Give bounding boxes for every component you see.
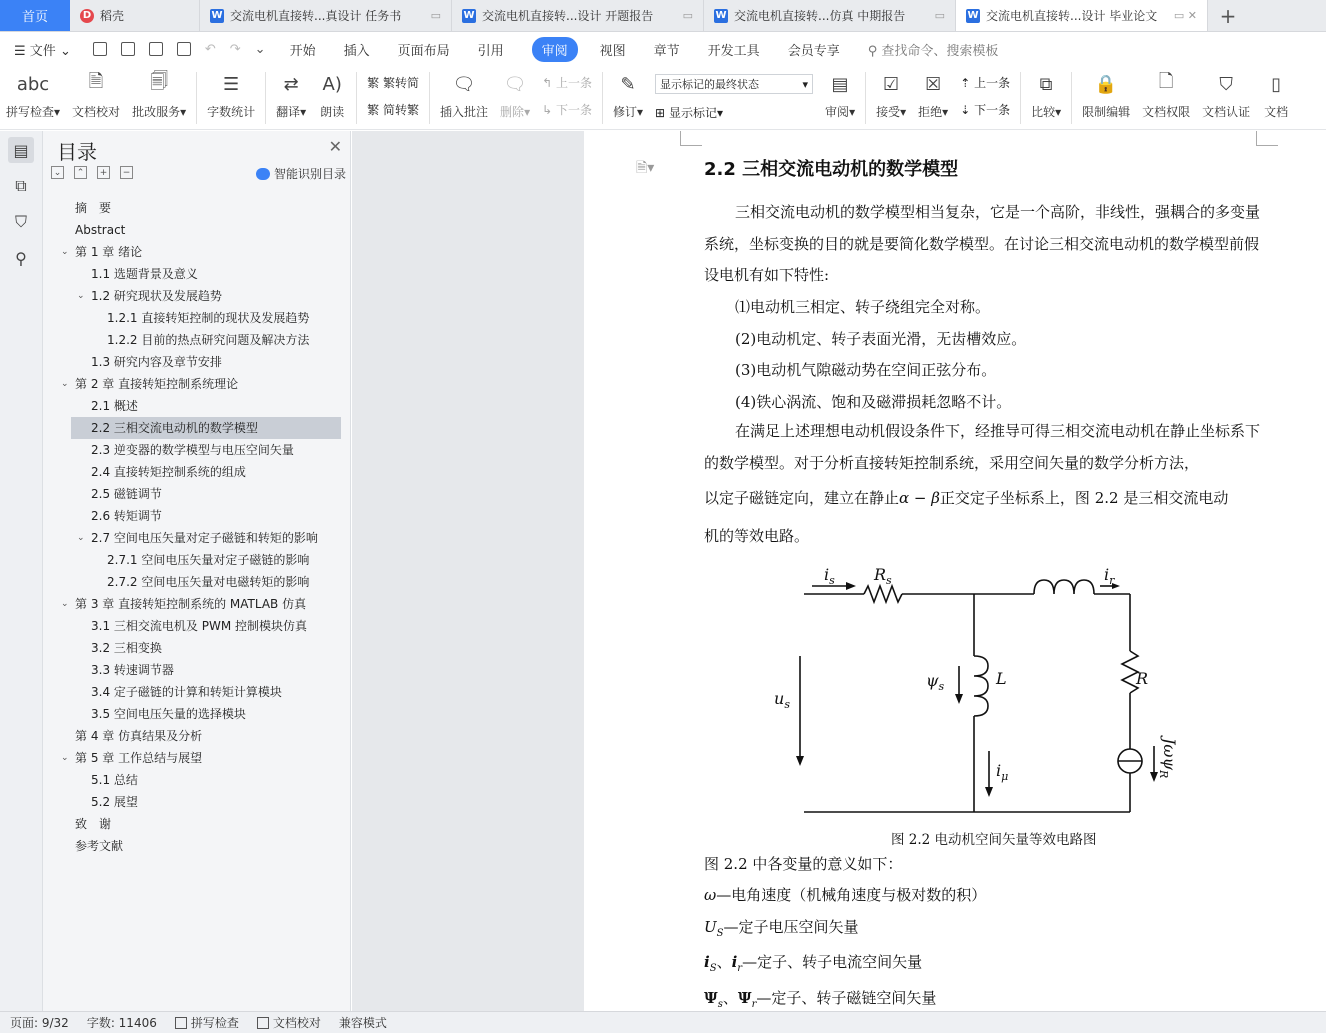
- toc-item[interactable]: [43, 241, 343, 263]
- psi-r-symbol: Ψ: [737, 989, 752, 1007]
- change-nav-group: [954, 70, 1016, 122]
- checkbox-icon: [175, 1017, 187, 1029]
- delete-comment-button[interactable]: 🗨 删除▾: [494, 70, 536, 120]
- doc-more-icon: ▯: [1271, 73, 1282, 95]
- tab-label: 稻壳: [100, 9, 125, 23]
- circuit-label-r: R: [1136, 669, 1149, 688]
- toc-controls: [51, 166, 133, 179]
- document-page: [584, 131, 1326, 1011]
- toc-item[interactable]: [43, 373, 343, 395]
- list-item-1: ⑴电动机三相定、转子绕组完全对称。: [735, 298, 991, 316]
- toc-item[interactable]: [43, 681, 343, 703]
- circuit-label-is: i: [824, 565, 830, 584]
- us-subscript: S: [716, 928, 724, 939]
- wps-doc-icon: W: [211, 10, 223, 21]
- read-aloud-button[interactable]: [312, 70, 352, 120]
- command-search[interactable]: [868, 40, 999, 59]
- doc-more-label: 文档: [1264, 105, 1289, 119]
- menu-home[interactable]: 开始: [289, 43, 316, 59]
- tab-label: 交流电机直接转...设计 毕业论文: [986, 9, 1158, 23]
- toc-item[interactable]: [43, 461, 343, 483]
- straw-logo-icon: D: [80, 9, 94, 23]
- markup-group: [649, 70, 819, 125]
- page-corner-mark: [1256, 131, 1257, 145]
- page-indicator[interactable]: 页面: 9/32: [10, 1016, 69, 1030]
- toc-item[interactable]: [71, 417, 341, 439]
- doc-permission-button[interactable]: [1136, 70, 1196, 120]
- menu-view[interactable]: 视图: [599, 43, 626, 59]
- menu-member[interactable]: 会员专享: [787, 43, 840, 59]
- toc-item[interactable]: [43, 351, 343, 373]
- tab-bar: [0, 0, 1326, 32]
- toc-item-label: 3.2 三相变换: [91, 641, 162, 655]
- toc-item[interactable]: [43, 703, 343, 725]
- circuit-label-sub: r: [1109, 574, 1115, 587]
- review-pane-icon: ▤: [831, 73, 849, 95]
- restrict-edit-label: 限制编辑: [1082, 105, 1131, 119]
- doc-check-label: 文档校对: [72, 105, 121, 119]
- export-icon[interactable]: [121, 42, 135, 56]
- menu-insert[interactable]: 插入: [343, 43, 370, 59]
- list-item-3: (3)电动机气隙磁动势在空间正弦分布。: [735, 361, 997, 379]
- next-comment-button[interactable]: [542, 101, 592, 118]
- accept-icon: ☑: [883, 73, 900, 95]
- reject-button[interactable]: ☒ 拒绝▾: [912, 70, 954, 120]
- toc-item-label: 5.1 总结: [91, 773, 138, 787]
- circuit-label-sub: R: [1157, 770, 1170, 779]
- toc-item[interactable]: [43, 615, 343, 637]
- circuit-label-sub: s: [938, 680, 945, 693]
- svg-text:us: [774, 689, 790, 711]
- ribbon-divider: [1071, 72, 1072, 124]
- track-changes-button[interactable]: ✎ 修订▾: [607, 70, 649, 120]
- compare-label: 比较: [1031, 105, 1056, 119]
- trad-to-simp-icon: 繁: [367, 76, 380, 90]
- collapse-all-icon[interactable]: ⌄: [51, 166, 64, 179]
- permission-icon: 🗋: [1158, 71, 1174, 92]
- circuit-label-sub: s: [784, 698, 790, 711]
- svg-text:ψs: [926, 671, 945, 693]
- tab-label: 交流电机直接转...仿真 中期报告: [734, 9, 906, 23]
- toc-item-label: 1.3 研究内容及章节安排: [91, 355, 222, 369]
- read-aloud-icon: A): [322, 73, 342, 95]
- undo-icon[interactable]: ↶: [204, 41, 216, 57]
- prev-comment-icon: ↰: [542, 76, 553, 90]
- status-doc-check-label: 文档校对: [272, 1016, 321, 1030]
- insert-comment-button[interactable]: [434, 70, 494, 120]
- list-item-4: (4)铁心涡流、饱和及磁滞损耗忽略不计。: [735, 393, 1012, 411]
- toc-item[interactable]: [43, 835, 343, 857]
- toc-item[interactable]: [43, 549, 343, 571]
- next-change-label: 下一条: [974, 103, 1011, 117]
- doc-auth-label: 文档认证: [1202, 105, 1251, 119]
- preview-icon[interactable]: [177, 42, 191, 56]
- toc-item[interactable]: [43, 439, 343, 461]
- toc-item[interactable]: [43, 197, 343, 219]
- read-aloud-label: 朗读: [320, 105, 345, 119]
- spell-check-icon: abc: [16, 73, 50, 95]
- simp-to-trad-label: 简转繁: [383, 103, 420, 117]
- restrict-edit-button[interactable]: [1076, 70, 1136, 120]
- doc-check-icon: 🗎: [88, 71, 104, 92]
- omega-symbol: ω: [704, 886, 717, 904]
- variable-desc: —定子电压空间矢量: [723, 918, 859, 936]
- variable-currents: [704, 951, 922, 974]
- paragraph-2-text: 以定子磁链定向，建立在静止: [704, 489, 900, 507]
- separator: 、: [716, 953, 732, 971]
- toc-item-label: 第 1 章 绪论: [75, 245, 143, 259]
- paragraph-2-line: [704, 487, 1228, 508]
- toc-item-label: 2.4 直接转矩控制系统的组成: [91, 465, 246, 479]
- toc-item[interactable]: [43, 593, 343, 615]
- toc-item-label: 2.6 转矩调节: [91, 509, 162, 523]
- tab-monitor-icon[interactable]: ▭: [682, 9, 693, 22]
- separator: 、: [722, 989, 738, 1007]
- markup-state-value: 显示标记的最终状态: [660, 78, 760, 91]
- alpha-beta-symbol: α − β: [899, 489, 940, 507]
- toc-item-label: 2.5 磁链调节: [91, 487, 162, 501]
- prev-change-icon: ⇡: [960, 76, 971, 90]
- ribbon-divider: [356, 72, 357, 124]
- tab-home[interactable]: 首页: [0, 0, 70, 31]
- lock-icon: 🔒: [1094, 73, 1118, 95]
- ribbon-divider: [265, 72, 266, 124]
- next-comment-icon: ↳: [542, 103, 553, 117]
- us-symbol: U: [704, 918, 717, 936]
- redo-icon[interactable]: ↷: [229, 41, 241, 57]
- toc-item-label: 摘 要: [75, 201, 112, 215]
- variables-intro: 图 2.2 中各变量的意义如下：: [704, 855, 903, 873]
- tab-close-icon[interactable]: ▭ ✕: [1173, 9, 1197, 22]
- doc-auth-button[interactable]: [1196, 70, 1256, 120]
- smart-toc-icon: [256, 168, 270, 180]
- figure-caption: 图 2.2 电动机空间矢量等效电路图: [891, 832, 1097, 848]
- tab-monitor-icon[interactable]: ▭: [934, 9, 945, 22]
- toc-item-label: 2.7 空间电压矢量对定子磁链和转矩的影响: [91, 531, 318, 545]
- add-heading-icon[interactable]: +: [97, 166, 110, 179]
- tab-label: 交流电机直接转...真设计 任务书: [230, 9, 402, 23]
- translate-button[interactable]: ⇄ 翻译▾: [270, 70, 312, 120]
- menu-developer[interactable]: 开发工具: [707, 43, 760, 59]
- section-heading: 2.2 三相交流电动机的数学模型: [704, 159, 959, 180]
- toc-item-label: 第 3 章 直接转矩控制系统的 MATLAB 仿真: [75, 597, 307, 611]
- toc-item[interactable]: [43, 285, 343, 307]
- next-comment-label: 下一条: [555, 103, 592, 117]
- paragraph-1: 三相交流电动机的数学模型相当复杂，它是一个高阶，非线性，强耦合的多变量系统，坐标变换的目的就是要简化数学模型。在讨论三相交流电动机的数学模型前假设电机有如下特性:: [704, 203, 1261, 284]
- tab-doc-task[interactable]: [200, 0, 452, 31]
- tab-doc-proposal[interactable]: [452, 0, 704, 31]
- circuit-label-psi: ψ: [926, 671, 939, 690]
- svg-text:iμ: [996, 761, 1008, 783]
- toc-list: [43, 197, 343, 857]
- translate-label: 翻译: [276, 105, 301, 119]
- variable-omega: [704, 884, 986, 905]
- prev-comment-button[interactable]: [542, 74, 592, 91]
- search-icon[interactable]: ⚲: [15, 248, 27, 268]
- translate-icon: ⇄: [283, 73, 299, 95]
- trad-to-simp-button[interactable]: [367, 74, 419, 91]
- ir-subscript: r: [737, 963, 743, 974]
- track-changes-label: 修订: [613, 105, 638, 119]
- page-corner-mark: [680, 131, 681, 145]
- next-change-icon: ⇣: [960, 103, 971, 117]
- doc-check-button[interactable]: [66, 70, 126, 120]
- ribbon-divider: [1020, 72, 1021, 124]
- toc-item-label: 3.1 三相交流电机及 PWM 控制模块仿真: [91, 619, 307, 633]
- toc-item-label: 第 2 章 直接转矩控制系统理论: [75, 377, 239, 391]
- shield-icon: ⛉: [1219, 73, 1233, 95]
- track-changes-icon: ✎: [620, 73, 636, 95]
- tab-monitor-icon[interactable]: ▭: [430, 9, 441, 22]
- word-count-icon: ☰: [223, 73, 240, 95]
- smart-toc-button[interactable]: [256, 165, 346, 182]
- command-search-placeholder: 查找命令、搜索模板: [881, 43, 999, 59]
- quick-access-more-icon[interactable]: ⌄: [254, 41, 266, 57]
- toc-panel: [43, 131, 351, 1011]
- insert-comment-label: 插入批注: [440, 105, 489, 119]
- toc-item-label: 3.4 定子磁链的计算和转矩计算模块: [91, 685, 282, 699]
- compare-button[interactable]: ⧉ 比较▾: [1025, 70, 1067, 120]
- toc-item-label: 参考文献: [75, 839, 124, 853]
- status-spell-check[interactable]: [175, 1014, 239, 1031]
- reject-label: 拒绝: [918, 105, 943, 119]
- show-markup-label: 显示标记: [668, 106, 717, 120]
- status-bar: [0, 1011, 1326, 1033]
- circuit-label-sub: s: [886, 574, 892, 587]
- tab-label: 交流电机直接转...设计 开题报告: [482, 9, 654, 23]
- chevron-down-icon[interactable]: ⌄: [77, 291, 85, 301]
- file-menu[interactable]: ☰ 文件 ⌄: [14, 43, 71, 59]
- paragraph-menu-icon[interactable]: 🗎▾: [636, 160, 655, 176]
- toc-item[interactable]: [43, 571, 343, 593]
- toc-item[interactable]: [43, 219, 343, 241]
- toc-item-label: 致 谢: [75, 817, 112, 831]
- toc-item[interactable]: [43, 307, 343, 329]
- menu-references[interactable]: 引用: [477, 43, 504, 59]
- tab-doc-midterm[interactable]: [704, 0, 956, 31]
- svg-text:ir: [1104, 565, 1115, 587]
- toc-item-label: 第 5 章 工作总结与展望: [75, 751, 203, 765]
- simp-to-trad-icon: 繁: [367, 103, 380, 117]
- variable-desc: —电角速度（机械角速度与极对数的积）: [716, 886, 987, 904]
- ribbon-divider: [602, 72, 603, 124]
- markup-state-select[interactable]: [655, 74, 813, 94]
- toc-icon[interactable]: ▤: [8, 137, 34, 163]
- tab-doc-thesis[interactable]: [956, 0, 1208, 31]
- circuit-label-ir: i: [1104, 565, 1110, 584]
- toc-item[interactable]: [43, 329, 343, 351]
- toc-item-label: 3.5 空间电压矢量的选择模块: [91, 707, 246, 721]
- is-subscript: S: [709, 963, 717, 974]
- circuit-label-us: u: [774, 689, 785, 708]
- toc-item-label: 1.2.2 目前的热点研究问题及解决方法: [107, 333, 310, 347]
- menu-section[interactable]: 章节: [653, 43, 680, 59]
- review-pane-button[interactable]: ▤ 审阅▾: [819, 70, 861, 120]
- batch-service-button[interactable]: 🗐 批改服务▾: [132, 71, 187, 119]
- bookmark-icon[interactable]: ⛉: [14, 212, 27, 231]
- psi-r-subscript: r: [751, 999, 757, 1010]
- review-ribbon: [0, 66, 1326, 130]
- circuit-label-imu: i: [996, 761, 1002, 780]
- circuit-label-sub: μ: [1001, 770, 1009, 783]
- delete-comment-icon: 🗨: [503, 73, 527, 95]
- prev-comment-label: 上一条: [555, 76, 592, 90]
- compare-icon: ⧉: [1039, 73, 1053, 95]
- batch-service-label: 批改服务: [132, 105, 181, 119]
- circuit-label-sub: s: [829, 574, 835, 587]
- batch-service-icon: 🗐: [150, 71, 169, 92]
- ribbon-divider: [865, 72, 866, 124]
- ribbon-divider: [429, 72, 430, 124]
- prev-change-button[interactable]: [960, 74, 1010, 91]
- menu-bar: [0, 32, 1326, 66]
- toc-item[interactable]: [43, 813, 343, 835]
- chevron-down-icon[interactable]: ⌄: [77, 533, 85, 543]
- toc-item[interactable]: [43, 527, 343, 549]
- chevron-down-icon: ▾: [802, 77, 809, 91]
- psi-s-symbol: Ψ: [704, 989, 718, 1007]
- variable-desc: —定子、转子磁链空间矢量: [756, 989, 937, 1007]
- doc-permission-label: 文档权限: [1142, 105, 1191, 119]
- expand-all-icon[interactable]: ⌃: [74, 166, 87, 179]
- toc-item-label: 2.3 逆变器的数学模型与电压空间矢量: [91, 443, 294, 457]
- paragraph-2: 在满足上述理想电动机假设条件下，经推导可得三相交流电动机在静止坐标系下的数学模型。对于分析直接转矩控制系统，采用空间矢量的数学分析方法，: [704, 422, 1261, 472]
- spell-check-button[interactable]: abc 拼写检查▾: [0, 70, 66, 120]
- show-markup-icon: ⊞: [655, 106, 666, 120]
- comment-nav-group: [536, 70, 598, 122]
- chapter-icon[interactable]: ⧉: [15, 176, 27, 195]
- toc-item-label: 第 4 章 仿真结果及分析: [75, 729, 203, 743]
- list-item-2: (2)电动机定、转子表面光滑，无齿槽效应。: [735, 330, 1027, 348]
- paragraph-2-text: 正交定子坐标系上，图 2.2 是三相交流电动: [939, 489, 1229, 507]
- paragraph-2-end: 机的等效电路。: [704, 527, 810, 545]
- ir-symbol: i: [731, 953, 738, 971]
- word-count-button[interactable]: [201, 70, 261, 120]
- accept-button[interactable]: ☑ 接受▾: [870, 70, 912, 120]
- toc-item[interactable]: [43, 791, 343, 813]
- toc-item-label: 2.1 概述: [91, 399, 138, 413]
- accept-label: 接受: [876, 105, 901, 119]
- chinese-convert-group: [361, 70, 425, 122]
- close-icon[interactable]: ✕: [328, 137, 342, 156]
- next-change-button[interactable]: [960, 101, 1010, 118]
- wps-doc-icon: W: [463, 10, 475, 21]
- circuit-label-l: L: [996, 669, 1007, 688]
- circuit-label-source: Jωψ: [1160, 738, 1179, 771]
- toc-item-label: 2.2 三相交流电动机的数学模型: [91, 421, 258, 435]
- doc-more-button[interactable]: [1256, 70, 1296, 120]
- toc-title: 目录: [57, 140, 97, 164]
- chevron-down-icon[interactable]: ⌄: [61, 247, 69, 257]
- file-menu-label: 文件: [29, 43, 56, 59]
- page-gutter: [352, 131, 584, 1011]
- wps-doc-icon: W: [967, 10, 979, 21]
- insert-comment-icon: 🗨: [452, 73, 476, 95]
- toc-item-label: 1.1 选题背景及意义: [91, 267, 198, 281]
- svg-text:is: [824, 565, 835, 587]
- psi-s-subscript: s: [717, 999, 723, 1010]
- spell-check-label: 拼写检查: [6, 105, 55, 119]
- svg-text:Rs: [873, 565, 892, 587]
- compat-mode-indicator: 兼容模式: [338, 1016, 387, 1030]
- equivalent-circuit-diagram: [764, 556, 1184, 821]
- save-icon[interactable]: [93, 42, 107, 56]
- page-corner-mark: [1256, 145, 1278, 146]
- remove-heading-icon[interactable]: −: [120, 166, 133, 179]
- toc-item[interactable]: [43, 659, 343, 681]
- trad-to-simp-label: 繁转简: [383, 76, 420, 90]
- chevron-down-icon[interactable]: ⌄: [61, 753, 69, 763]
- circuit-label-rs: R: [874, 565, 887, 584]
- toc-item[interactable]: [43, 637, 343, 659]
- chevron-down-icon[interactable]: ⌄: [61, 379, 69, 389]
- ribbon-divider: [196, 72, 197, 124]
- reject-icon: ☒: [925, 73, 942, 95]
- prev-change-label: 上一条: [974, 76, 1011, 90]
- menu-review[interactable]: 审阅: [532, 37, 578, 62]
- toc-item-label: 5.2 展望: [91, 795, 138, 809]
- toc-item[interactable]: [43, 483, 343, 505]
- review-pane-label: 审阅: [825, 105, 850, 119]
- smart-toc-label: 智能识别目录: [273, 167, 346, 181]
- toc-item-label: 3.3 转速调节器: [91, 663, 174, 677]
- status-spell-label: 拼写检查: [190, 1016, 239, 1030]
- show-markup-button[interactable]: ⊞ 显示标记▾: [655, 106, 723, 120]
- tab-straw[interactable]: [70, 0, 200, 31]
- search-icon: ⚲: [867, 43, 878, 59]
- wps-doc-icon: W: [715, 10, 727, 21]
- is-symbol: i: [704, 953, 710, 971]
- toc-item-label: 1.2.1 直接转矩控制的现状及发展趋势: [107, 311, 310, 325]
- svg-text:JωψR: [1157, 735, 1179, 778]
- print-icon[interactable]: [149, 42, 163, 56]
- toc-item[interactable]: [43, 505, 343, 527]
- chevron-down-icon[interactable]: ⌄: [61, 599, 69, 609]
- simp-to-trad-button[interactable]: [367, 101, 419, 118]
- toc-item[interactable]: [43, 395, 343, 417]
- nav-icon-strip: [0, 131, 43, 1011]
- word-count-indicator[interactable]: 字数: 11406: [86, 1016, 157, 1030]
- toc-item[interactable]: [43, 725, 343, 747]
- status-doc-check[interactable]: [257, 1014, 321, 1031]
- variable-us: [704, 916, 859, 939]
- toc-item-label: Abstract: [75, 223, 126, 237]
- variable-desc: —定子、转子电流空间矢量: [742, 953, 923, 971]
- page-corner-mark: [680, 145, 702, 146]
- new-tab-button[interactable]: +: [1219, 3, 1237, 28]
- toc-item[interactable]: [43, 769, 343, 791]
- word-count-label: 字数统计: [207, 105, 256, 119]
- variable-flux: [704, 987, 936, 1010]
- toc-item[interactable]: [43, 263, 343, 285]
- delete-comment-label: 删除: [500, 105, 525, 119]
- checkbox-icon: [257, 1017, 269, 1029]
- toc-item[interactable]: [43, 747, 343, 769]
- toc-item-label: 2.7.1 空间电压矢量对定子磁链的影响: [107, 553, 310, 567]
- toc-item-label: 1.2 研究现状及发展趋势: [91, 289, 222, 303]
- menu-layout[interactable]: 页面布局: [397, 43, 450, 59]
- toc-item-label: 2.7.2 空间电压矢量对电磁转矩的影响: [107, 575, 310, 589]
